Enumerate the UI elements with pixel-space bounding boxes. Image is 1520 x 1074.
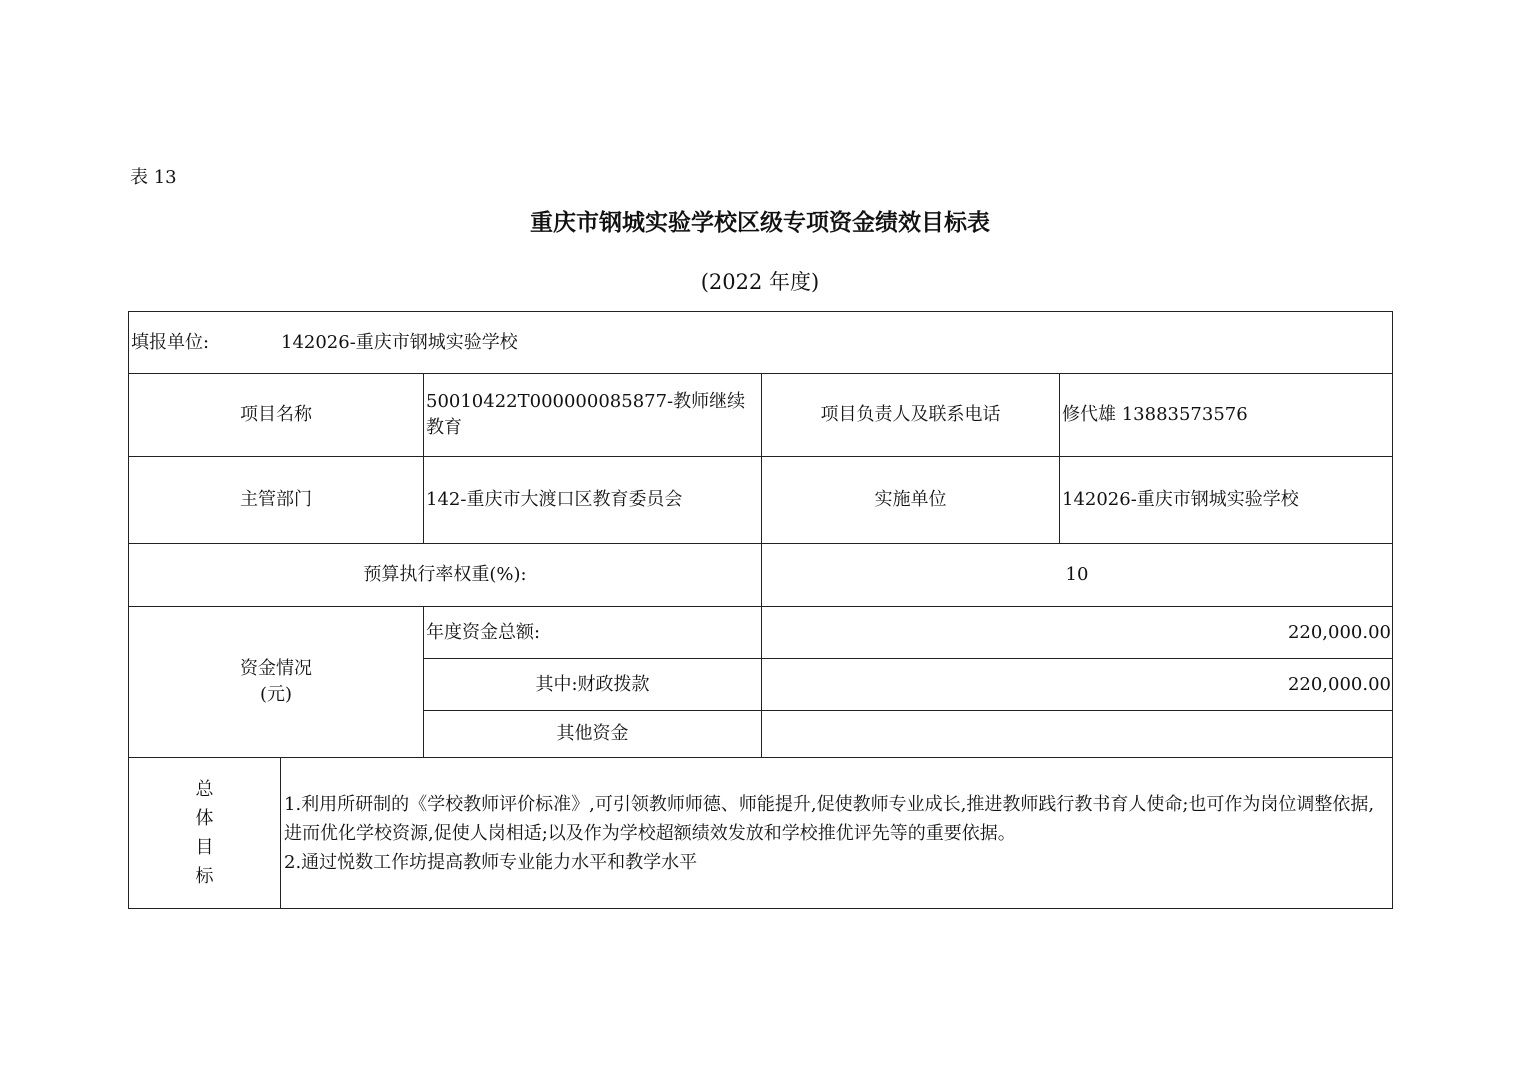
- table-number: 表 13: [130, 167, 177, 188]
- funds-label-cell: [129, 607, 424, 758]
- contact-label: 项目负责人及联系电话: [762, 374, 1060, 457]
- document-title: 重庆市钢城实验学校区级专项资金绩效目标表: [530, 209, 990, 236]
- overall-goal-label-text: [195, 775, 215, 891]
- fill-unit-value: 142026-重庆市钢城实验学校: [281, 331, 518, 353]
- dept-value: 142-重庆市大渡口区教育委员会: [424, 457, 762, 544]
- fill-unit-row: [129, 312, 1393, 374]
- fill-unit-label: 填报单位:: [131, 331, 210, 353]
- budget-rate-label: 预算执行率权重(%):: [129, 544, 762, 607]
- funds-label: 资金情况: [240, 658, 312, 679]
- impl-label: 实施单位: [762, 457, 1060, 544]
- overall-goal-text: [281, 758, 1393, 909]
- goal-char: 标: [195, 866, 214, 887]
- project-name-label: 项目名称: [129, 374, 424, 457]
- performance-goal-table: [128, 311, 1393, 909]
- other-funds-value: [762, 711, 1393, 758]
- annual-total-value: 220,000.00: [762, 607, 1393, 659]
- goal-char: 总: [195, 779, 214, 800]
- other-funds-label: 其他资金: [424, 711, 762, 758]
- overall-goal-row: [129, 758, 1393, 909]
- goal-char: 体: [195, 808, 214, 829]
- project-row: [129, 374, 1393, 457]
- contact-value: 修代雄 13883573576: [1060, 374, 1393, 457]
- overall-goal-label: [129, 758, 281, 909]
- budget-rate-row: [129, 544, 1393, 607]
- fill-unit-cell: [129, 312, 1393, 374]
- impl-value: 142026-重庆市钢城实验学校: [1060, 457, 1393, 544]
- department-row: [129, 457, 1393, 544]
- goal-item: 2.通过悦数工作坊提高教师专业能力水平和教学水平: [284, 851, 698, 873]
- funds-unit: (元): [259, 684, 293, 705]
- document-subtitle: (2022 年度): [700, 270, 820, 294]
- goal-item: 1.利用所研制的《学校教师评价标准》,可引领教师师德、师能提升,促使教师专业成长,推进教师践行教书育人使命;也可作为岗位调整依据,进而优化学校资源,促使人岗相适;以及作为学校超额绩效发放和学校推优评先等的重要依据。: [284, 793, 1375, 844]
- fiscal-value: 220,000.00: [762, 659, 1393, 711]
- budget-rate-value: 10: [762, 544, 1393, 607]
- dept-label: 主管部门: [129, 457, 424, 544]
- fiscal-label: 其中:财政拨款: [424, 659, 762, 711]
- annual-total-label: 年度资金总额:: [424, 607, 762, 659]
- goal-char: 目: [195, 837, 214, 858]
- project-name-value: 50010422T000000085877-教师继续教育: [424, 374, 762, 457]
- annual-total-row: [129, 607, 1393, 659]
